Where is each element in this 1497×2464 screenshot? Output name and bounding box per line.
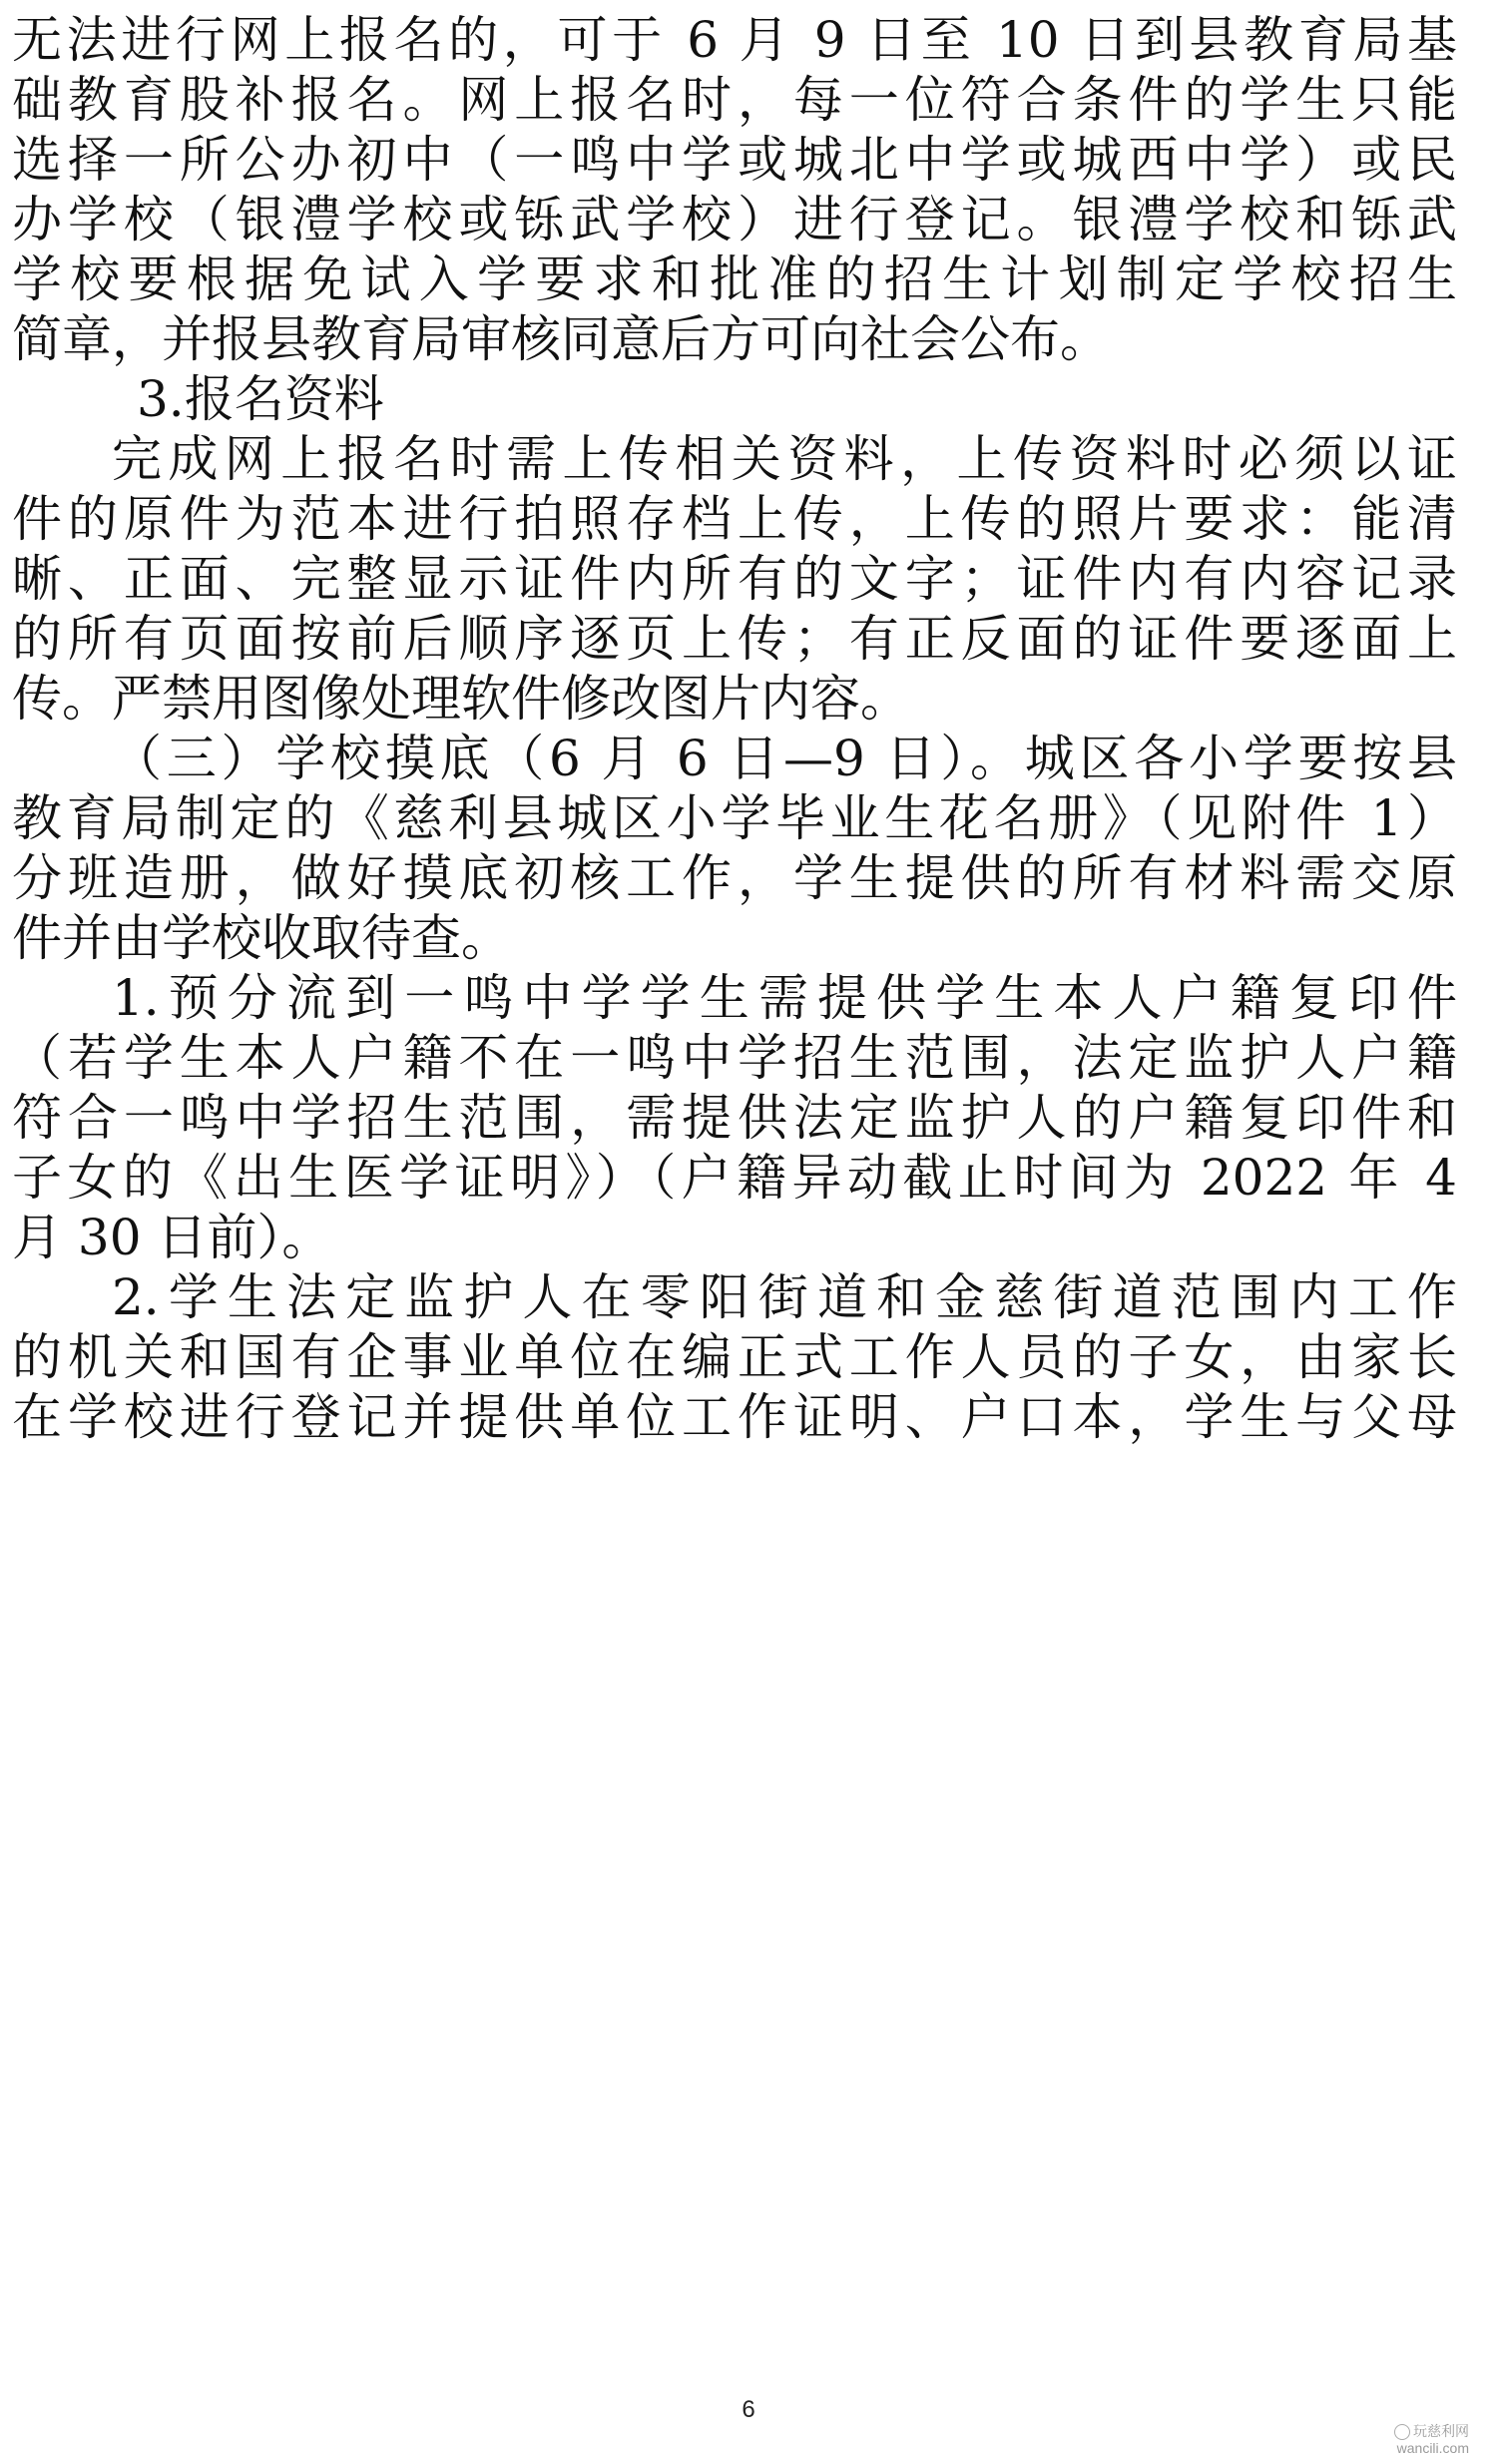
paragraph-line: 2.学生法定监护人在零阳街道和金慈街道范围内工作: [112, 1268, 1457, 1326]
section-heading: 3.报名资料: [137, 370, 384, 428]
paragraph-line: 1.预分流到一鸣中学学生需提供学生本人户籍复印件: [112, 969, 1457, 1027]
paragraph-line: 简章，并报县教育局审核同意后方可向社会公布。: [12, 310, 1110, 368]
paragraph-line: 传。严禁用图像处理软件修改图片内容。: [12, 670, 910, 728]
paragraph-line: 件的原件为范本进行拍照存档上传，上传的照片要求：能清: [12, 490, 1457, 548]
paragraph-line: 符合一鸣中学招生范围，需提供法定监护人的户籍复印件和: [12, 1089, 1457, 1147]
paragraph-line: 子女的《出生医学证明》）（户籍异动截止时间为 2022 年 4: [12, 1149, 1457, 1207]
paragraph-line: 础教育股补报名。网上报名时，每一位符合条件的学生只能: [12, 71, 1457, 129]
paragraph-line: 无法进行网上报名的，可于 6 月 9 日至 10 日到县教育局基: [12, 11, 1457, 69]
paragraph-line: 完成网上报名时需上传相关资料，上传资料时必须以证: [112, 430, 1457, 488]
page-number: 6: [742, 2396, 755, 2423]
paragraph-line: 学校要根据免试入学要求和批准的招生计划制定学校招生: [12, 250, 1457, 308]
paragraph-line: 选择一所公办初中（一鸣中学或城北中学或城西中学）或民: [12, 131, 1457, 189]
watermark: [1349, 2423, 1469, 2456]
paragraph-line: 分班造册，做好摸底初核工作，学生提供的所有材料需交原: [12, 849, 1457, 907]
paragraph-line: 的机关和国有企事业单位在编正式工作人员的子女，由家长: [12, 1328, 1457, 1386]
paragraph-line: 教育局制定的《慈利县城区小学毕业生花名册》（见附件 1）: [12, 789, 1457, 847]
paragraph-line: （三）学校摸底（6 月 6 日—9 日）。城区各小学要按县: [112, 730, 1457, 787]
paragraph-line: 的所有页面按前后顺序逐页上传；有正反面的证件要逐面上: [12, 610, 1457, 668]
watermark-title: 玩慈利网: [1413, 2423, 1469, 2439]
paragraph-line: 晰、正面、完整显示证件内所有的文字；证件内有内容记录: [12, 550, 1457, 608]
paragraph-line: 在学校进行登记并提供单位工作证明、户口本，学生与父母: [12, 1388, 1457, 1446]
paragraph-line: （若学生本人户籍不在一鸣中学招生范围，法定监护人户籍: [12, 1029, 1457, 1087]
paragraph-line: 件并由学校收取待查。: [12, 909, 511, 967]
watermark-url: wancili.com: [1396, 2440, 1469, 2457]
paragraph-line: 办学校（银澧学校或铄武学校）进行登记。银澧学校和铄武: [12, 191, 1457, 248]
watermark-logo-icon: [1394, 2424, 1410, 2440]
paragraph-line: 月 30 日前）。: [12, 1209, 332, 1266]
